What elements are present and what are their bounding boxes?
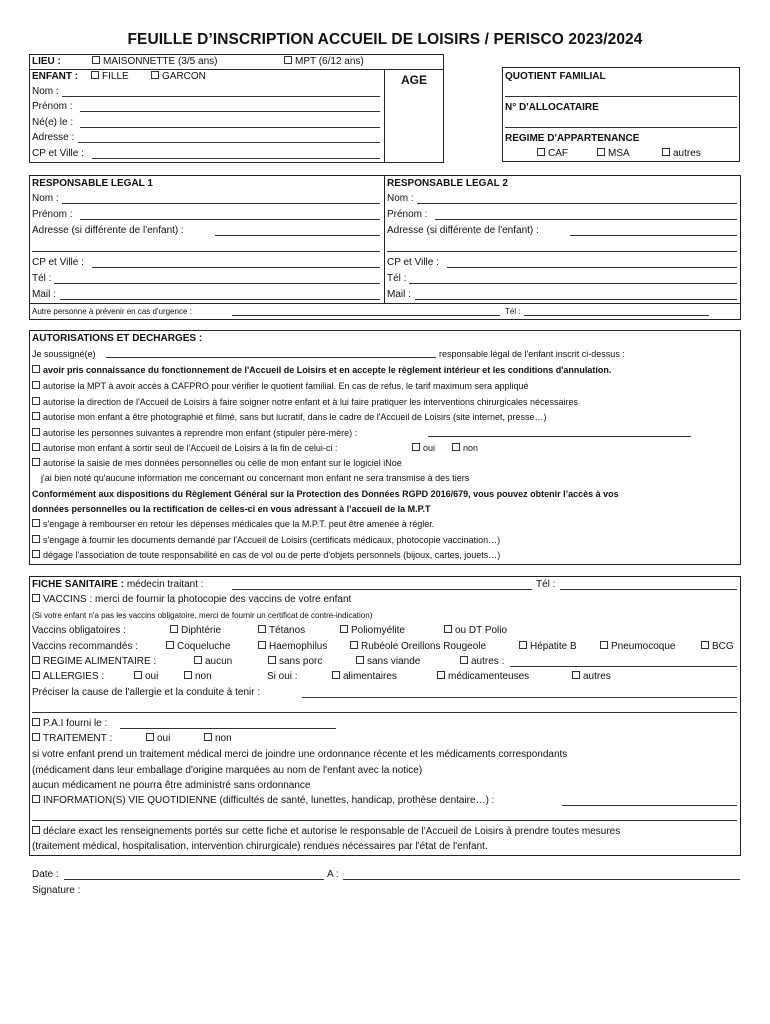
- allergies-item[interactable]: ALLERGIES :: [32, 671, 104, 683]
- traitement-note-1: si votre enfant prend un traitement médical merci de joindre une ordonnance récente et les médicaments correspondants: [32, 749, 568, 760]
- vaccin-coqueluche[interactable]: Coqueluche: [166, 641, 230, 653]
- rl2-nom-field[interactable]: Nom :: [387, 193, 414, 204]
- sortie-option-non[interactable]: non: [452, 442, 478, 454]
- regime-label: REGIME D'APPARTENANCE: [505, 133, 640, 144]
- page-title: FEUILLE D’INSCRIPTION ACCUEIL DE LOISIRS / PERISCO 2023/2024: [127, 31, 643, 48]
- regime-option-msa[interactable]: MSA: [597, 148, 630, 160]
- traitement-note-2: (médicament dans leur emballage d'origine marquées au nom de l'enfant avec la notice): [32, 765, 423, 776]
- rl2-title: RESPONSABLE LEGAL 2: [387, 178, 508, 189]
- auth-cafpro[interactable]: autorise la MPT à avoir accès à CAFPRO pour vérifier le quotient familial. En cas de refus, le tarif maximum sera appliqué: [32, 380, 529, 392]
- lieu-signature-field[interactable]: A :: [327, 869, 339, 880]
- checkbox[interactable]: [437, 671, 445, 679]
- vaccin-diphterie[interactable]: Diphtérie: [170, 625, 221, 637]
- vaccins-item[interactable]: VACCINS : merci de fournir la photocopie des vaccins de votre enfant: [32, 594, 351, 606]
- auth-photo[interactable]: autorise mon enfant à être photographié et filmé, sans but lucratif, dans le cadre de l'Accueil de Loisirs (site internet, presse…): [32, 411, 546, 423]
- traitement-item[interactable]: TRAITEMENT :: [32, 733, 112, 745]
- rl2-cp-ville-field[interactable]: CP et Ville :: [387, 257, 439, 268]
- checkbox[interactable]: [460, 656, 468, 664]
- enfant-label: ENFANT :: [32, 71, 79, 82]
- date-field[interactable]: Date :: [32, 869, 59, 880]
- checkbox[interactable]: [32, 412, 40, 420]
- auth-decharge[interactable]: dégage l'association de toute responsabilité en cas de vol ou de perte d'objets personnels (bijoux, cartes, jouets…): [32, 549, 500, 561]
- allergie-medicamenteuses[interactable]: médicamenteuses: [437, 671, 529, 683]
- lieu-label: LIEU :: [32, 56, 61, 67]
- checkbox[interactable]: [92, 56, 100, 64]
- allergie-autres[interactable]: autres: [572, 671, 611, 683]
- auth-sortie-seul[interactable]: autorise mon enfant à sortir seul de l'Accueil de Loisirs à la fin de celui-ci :: [32, 442, 337, 454]
- traitement-note-3: aucun médicament ne pourra être administré sans ordonnance: [32, 780, 311, 791]
- child-prenom-field[interactable]: Prénom :: [32, 101, 73, 112]
- child-nom-field[interactable]: Nom :: [32, 86, 59, 97]
- vaccin-hepatite-b[interactable]: Hépatite B: [519, 641, 577, 653]
- checkbox[interactable]: [134, 671, 142, 679]
- checkbox[interactable]: [519, 641, 527, 649]
- checkbox[interactable]: [32, 443, 40, 451]
- vaccin-pneumocoque[interactable]: Pneumocoque: [600, 641, 676, 653]
- sanitaire-title: FICHE SANITAIRE :: [32, 579, 125, 590]
- vaccin-ror[interactable]: Rubéole Oreillons Rougeole: [350, 641, 486, 653]
- checkbox[interactable]: [32, 535, 40, 543]
- medecin-field[interactable]: médecin traitant :: [126, 579, 204, 590]
- auth-inoe[interactable]: autorise la saisie de mes données personnelles ou celle de mon enfant sur le logiciel iNoe: [32, 457, 402, 469]
- checkbox[interactable]: [444, 625, 452, 633]
- vaccins-recommandes-label: Vaccins recommandés :: [32, 641, 138, 652]
- checkbox[interactable]: [572, 671, 580, 679]
- traitement-non[interactable]: non: [204, 733, 232, 745]
- checkbox[interactable]: [32, 365, 40, 373]
- checkbox[interactable]: [32, 397, 40, 405]
- age-label: AGE: [400, 73, 427, 87]
- checkbox[interactable]: [32, 826, 40, 834]
- checkbox[interactable]: [170, 625, 178, 633]
- traitement-oui[interactable]: oui: [146, 733, 170, 745]
- checkbox[interactable]: [32, 428, 40, 436]
- checkbox[interactable]: [204, 733, 212, 741]
- vaccin-bcg[interactable]: BCG: [701, 641, 734, 653]
- child-cp-ville-field[interactable]: CP et Ville :: [32, 148, 84, 159]
- rgpd-line-2: données personnelles ou la rectification de celles-ci en vous adressant à l’accueil de la M.P.T: [32, 504, 431, 514]
- auth-documents[interactable]: s'engage à fournir les documents demandé par l'Accueil de Loisirs (certificats médicaux, photocopie vaccination…): [32, 534, 500, 546]
- pai-field[interactable]: P.A.I fourni le :: [32, 718, 107, 730]
- allocataire-label: N° D'ALLOCATAIRE: [505, 102, 599, 113]
- regime-aucun[interactable]: aucun: [194, 656, 232, 668]
- checkbox[interactable]: [32, 795, 40, 803]
- vaccins-obligatoires-label: Vaccins obligatoires :: [32, 625, 126, 636]
- enfant-option-garcon[interactable]: GARCON: [151, 71, 206, 83]
- sortie-option-oui[interactable]: oui: [412, 442, 435, 454]
- checkbox[interactable]: [32, 718, 40, 726]
- vaccin-haemophilus[interactable]: Haemophilus: [258, 641, 327, 653]
- checkbox[interactable]: [32, 594, 40, 602]
- regime-option-caf[interactable]: CAF: [537, 148, 568, 160]
- rl1-tel-field[interactable]: Tél :: [32, 273, 52, 284]
- checkbox[interactable]: [662, 148, 670, 156]
- auth-soins[interactable]: autorise la direction de l'Accueil de Loisirs à faire soigner notre enfant et à lui faire pratiquer les interventions chirurgicales nécessaires: [32, 396, 578, 408]
- rl2-prenom-field[interactable]: Prénom :: [387, 209, 428, 220]
- checkbox[interactable]: [32, 519, 40, 527]
- checkbox[interactable]: [258, 641, 266, 649]
- checkbox[interactable]: [184, 671, 192, 679]
- checkbox[interactable]: [332, 671, 340, 679]
- checkbox[interactable]: [91, 71, 99, 79]
- declaration-item[interactable]: déclare exact les renseignements portés sur cette fiche et autorise le responsable de l'Accueil de Loisirs à prendre toutes mesures: [32, 826, 620, 838]
- checkbox[interactable]: [166, 641, 174, 649]
- allergies-oui[interactable]: oui: [134, 671, 158, 683]
- declaration-line-2: (traitement médical, hospitalisation, intervention chirurgicale) rendues nécessaires par l'état de l'enfant.: [32, 841, 488, 852]
- enfant-option-fille[interactable]: FILLE: [91, 71, 129, 83]
- checkbox[interactable]: [597, 148, 605, 156]
- checkbox[interactable]: [537, 148, 545, 156]
- auth-reglement[interactable]: avoir pris connaissance du fonctionnement de l'Accueil de Loisirs et en accepte le règlement intérieur et les conditions d'annulation.: [32, 364, 611, 376]
- checkbox[interactable]: [356, 656, 364, 664]
- rl2-adresse-field[interactable]: Adresse (si différente de l'enfant) :: [387, 225, 539, 236]
- regime-sans-porc[interactable]: sans porc: [268, 656, 322, 668]
- soussigne-suffix: responsable légal de l'enfant inscrit ci-dessus :: [439, 349, 625, 359]
- auth-rembourser[interactable]: s'engage à rembourser en retour les dépenses médicales que la M.P.T. peut être amenée à régler.: [32, 518, 434, 530]
- checkbox[interactable]: [32, 656, 40, 664]
- allergies-si-oui: Si oui :: [267, 671, 298, 682]
- allergies-non[interactable]: non: [184, 671, 212, 683]
- regime-sans-viande[interactable]: sans viande: [356, 656, 420, 668]
- rl1-title: RESPONSABLE LEGAL 1: [32, 178, 153, 189]
- urgence-contact-field[interactable]: Autre personne à prévenir en cas d'urgence :: [32, 307, 192, 316]
- allergie-alimentaires[interactable]: alimentaires: [332, 671, 397, 683]
- auth-reprendre[interactable]: autorise les personnes suivantes à reprendre mon enfant (stipuler père-mère) :: [32, 427, 357, 439]
- checkbox[interactable]: [452, 443, 460, 451]
- checkbox[interactable]: [32, 381, 40, 389]
- checkbox[interactable]: [350, 641, 358, 649]
- checkbox[interactable]: [32, 733, 40, 741]
- regime-option-autres[interactable]: autres: [662, 148, 701, 160]
- urgence-tel-field[interactable]: Tél :: [505, 307, 521, 316]
- child-birthdate-field[interactable]: Né(e) le :: [32, 117, 74, 128]
- checkbox[interactable]: [412, 443, 420, 451]
- checkbox[interactable]: [32, 671, 40, 679]
- rl2-tel-field[interactable]: Tél :: [387, 273, 407, 284]
- lieu-option-maisonnette[interactable]: MAISONNETTE (3/5 ans): [92, 56, 217, 68]
- autorisations-title: AUTORISATIONS ET DECHARGES :: [32, 333, 203, 344]
- rl1-nom-field[interactable]: Nom :: [32, 193, 59, 204]
- checkbox[interactable]: [194, 656, 202, 664]
- checkbox[interactable]: [258, 625, 266, 633]
- auth-tiers-note: j'ai bien noté qu'aucune information me concernant ou concernant mon enfant ne sera transmise à des tiers: [41, 473, 470, 483]
- rl1-adresse-field[interactable]: Adresse (si différente de l'enfant) :: [32, 225, 184, 236]
- checkbox[interactable]: [701, 641, 709, 649]
- child-adresse-field[interactable]: Adresse :: [32, 132, 75, 143]
- checkbox[interactable]: [32, 458, 40, 466]
- vaccins-note: (Si votre enfant n'a pas les vaccins obligatoire, merci de fournir un certificat de contre-indication): [32, 611, 373, 620]
- vaccin-tetanos[interactable]: Tétanos: [258, 625, 305, 637]
- checkbox[interactable]: [146, 733, 154, 741]
- medecin-tel-field[interactable]: Tél :: [536, 579, 556, 590]
- checkbox[interactable]: [284, 56, 292, 64]
- vaccin-dt-polio[interactable]: ou DT Polio: [444, 625, 507, 637]
- checkbox[interactable]: [340, 625, 348, 633]
- rl1-prenom-field[interactable]: Prénom :: [32, 209, 73, 220]
- checkbox[interactable]: [32, 550, 40, 558]
- regime-alimentaire-item[interactable]: REGIME ALIMENTAIRE :: [32, 656, 156, 668]
- info-vie-quotidienne-field[interactable]: INFORMATION(S) VIE QUOTIDIENNE (difficultés de santé, lunettes, handicap, prothèse dentaire…) :: [32, 795, 494, 807]
- rl1-cp-ville-field[interactable]: CP et Ville :: [32, 257, 84, 268]
- checkbox[interactable]: [600, 641, 608, 649]
- rgpd-line-1: Conformément aux dispositions du Règlement Général sur la Protection des Données RGPD 2016/679, vous pouvez obtenir l’accès à vos: [32, 489, 619, 499]
- rl2-mail-field[interactable]: Mail :: [387, 289, 411, 300]
- lieu-option-mpt[interactable]: MPT (6/12 ans): [284, 56, 364, 68]
- vaccin-polio[interactable]: Poliomyélite: [340, 625, 405, 637]
- signature-field[interactable]: Signature :: [32, 885, 81, 896]
- soussigne-field[interactable]: Je soussigné(e): [32, 349, 96, 359]
- checkbox[interactable]: [268, 656, 276, 664]
- quotient-familial-label: QUOTIENT FAMILIAL: [505, 71, 606, 82]
- rl1-mail-field[interactable]: Mail :: [32, 289, 56, 300]
- regime-autres[interactable]: autres :: [460, 656, 504, 668]
- checkbox[interactable]: [151, 71, 159, 79]
- allergie-cause-field[interactable]: Préciser la cause de l'allergie et la conduite à tenir :: [32, 687, 261, 698]
